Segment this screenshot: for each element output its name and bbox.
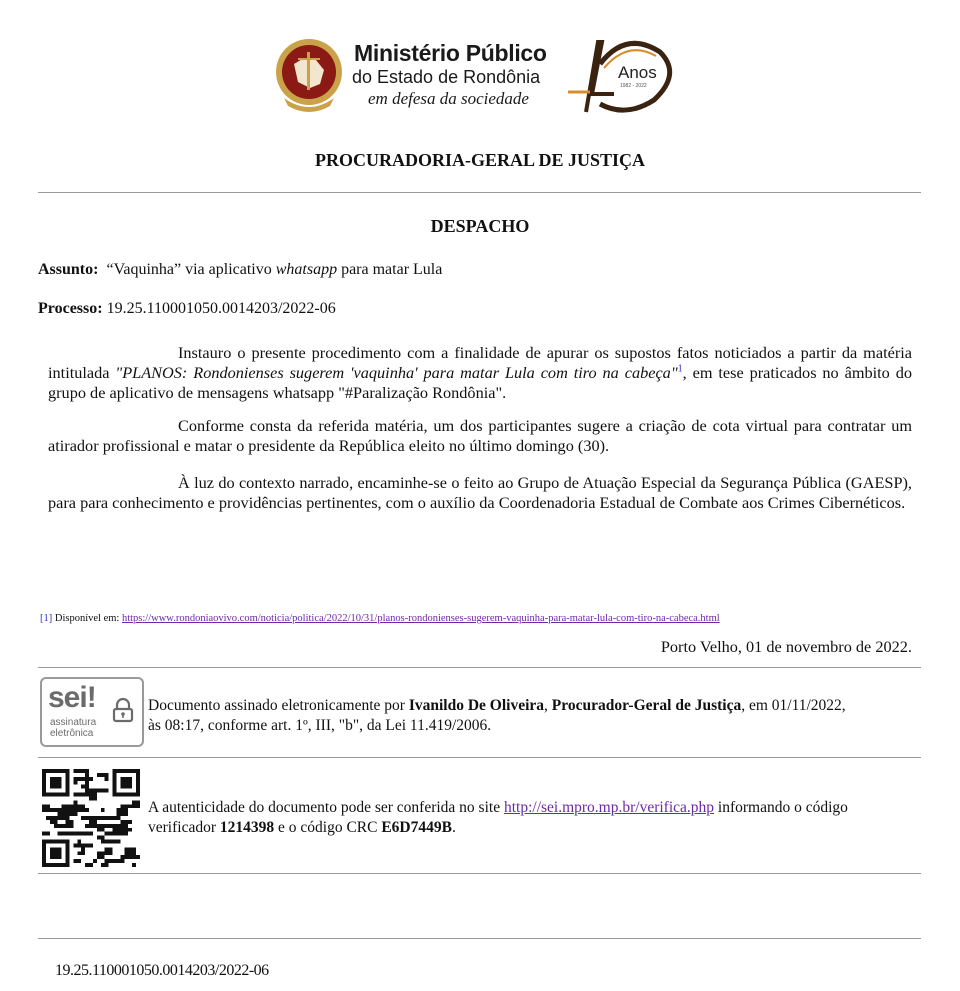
qr-module <box>116 824 120 828</box>
qr-module <box>120 820 124 824</box>
badge-line-1: assinatura <box>50 717 97 728</box>
qr-module <box>89 816 93 820</box>
qr-module <box>113 840 117 844</box>
qr-module <box>73 808 77 812</box>
subject-label: Assunto: <box>38 261 99 278</box>
qr-module <box>132 847 136 851</box>
footnote-ref[interactable]: 1 <box>677 363 683 375</box>
qr-module <box>73 781 77 785</box>
footnote-marker[interactable]: [1] <box>40 613 53 624</box>
qr-module <box>81 851 85 855</box>
qr-module <box>58 824 62 828</box>
qr-module <box>42 808 46 812</box>
qr-module <box>62 812 66 816</box>
qr-module <box>116 832 120 836</box>
verification-link[interactable]: http://sei.mpro.mp.br/verifica.php <box>503 799 715 816</box>
qr-module <box>89 777 93 781</box>
qr-module <box>42 832 46 836</box>
qr-module <box>101 816 105 820</box>
divider <box>38 873 921 874</box>
qr-module <box>116 812 120 816</box>
sei-logo-text: sei! <box>48 681 96 714</box>
qr-module <box>69 832 73 836</box>
signature-pre: Documento assinado eletronicamente por <box>148 697 409 714</box>
qr-module <box>69 804 73 808</box>
qr-module <box>128 847 132 851</box>
qr-module <box>109 824 113 828</box>
p1-article-title: "PLANOS: Rondonienses sugerem 'vaquinha' para matar Lula com tiro na cabeça" <box>115 363 678 382</box>
qr-module <box>81 785 85 789</box>
qr-module <box>50 777 62 789</box>
process-number: 19.25.110001050.0014203/2022-06 <box>106 300 336 317</box>
qr-module <box>77 793 81 797</box>
footnote-link[interactable]: https://www.rondoniaovivo.com/noticia/politica/2022/10/31/planos-rondonienses-sugerem-vaquinha-para-matar-lula-com-tiro-na-cabeca.html <box>121 613 720 624</box>
qr-module <box>120 777 132 789</box>
qr-module <box>136 804 140 808</box>
svg-text:1982 - 2022: 1982 - 2022 <box>620 83 647 89</box>
qr-module <box>93 789 97 793</box>
qr-module <box>46 808 50 812</box>
qr-module <box>124 851 128 855</box>
qr-module <box>73 800 77 804</box>
qr-module <box>132 855 136 859</box>
qr-module <box>101 855 105 859</box>
org-subtitle: do Estado de Rondônia <box>352 67 541 87</box>
qr-module <box>73 777 77 781</box>
signer-name: Ivanildo De Oliveira <box>408 697 545 714</box>
qr-module <box>73 769 77 773</box>
qr-module <box>105 840 109 844</box>
qr-module <box>89 793 93 797</box>
qr-module <box>85 843 89 847</box>
qr-module <box>85 781 89 785</box>
qr-module <box>89 863 93 867</box>
qr-module <box>46 832 50 836</box>
org-title: Ministério Público <box>354 40 547 66</box>
qr-module <box>101 824 105 828</box>
qr-module <box>105 789 109 793</box>
qr-module <box>124 855 128 859</box>
qr-module <box>109 851 113 855</box>
qr-module <box>113 816 117 820</box>
qr-module <box>66 804 70 808</box>
qr-module <box>77 843 81 847</box>
sei-badge-caption <box>50 717 96 739</box>
qr-module <box>89 820 93 824</box>
qr-module <box>77 859 81 863</box>
qr-module <box>85 832 89 836</box>
signature-text <box>148 696 848 736</box>
anniversary-40-icon <box>556 34 682 116</box>
qr-module <box>132 851 136 855</box>
qr-module <box>97 855 101 859</box>
footer-process-number: 19.25.110001050.0014203/2022-06 <box>55 962 269 979</box>
qr-module <box>120 812 124 816</box>
qr-module <box>77 832 81 836</box>
qr-module <box>136 855 140 859</box>
qr-module <box>89 824 93 828</box>
qr-module <box>85 824 89 828</box>
qr-module <box>113 828 117 832</box>
letterhead <box>272 34 682 116</box>
qr-module <box>66 820 70 824</box>
qr-module <box>81 832 85 836</box>
qr-module <box>120 855 124 859</box>
qr-module <box>120 808 124 812</box>
qr-module <box>77 769 81 773</box>
qr-module <box>85 863 89 867</box>
qr-module <box>73 859 77 863</box>
qr-module <box>66 816 70 820</box>
qr-module <box>97 836 101 840</box>
subject-text-post: para matar Lula <box>337 261 443 278</box>
process-line <box>38 300 336 318</box>
qr-module <box>62 832 66 836</box>
qr-module <box>116 840 120 844</box>
qr-module <box>93 796 97 800</box>
qr-module <box>58 816 62 820</box>
subject-text-pre: “Vaquinha” via aplicativo <box>106 261 276 278</box>
qr-module <box>85 816 89 820</box>
qr-module <box>97 828 101 832</box>
qr-module <box>132 804 136 808</box>
qr-module <box>54 816 58 820</box>
qr-module <box>66 832 70 836</box>
p3-text: À luz do contexto narrado, encaminhe-se o feito ao Grupo de Atuação Especial da Segurança Pública (GAESP), para para conhecimento e providências pertinentes, com o auxílio da Coordenadoria Estadual de Combate aos Crimes Cibernéticos. <box>48 473 912 512</box>
qr-module <box>50 847 62 859</box>
qr-code-icon[interactable] <box>41 769 141 867</box>
qr-module <box>50 808 54 812</box>
qr-module <box>101 851 105 855</box>
qr-module <box>73 793 77 797</box>
qr-module <box>62 804 66 808</box>
qr-module <box>124 820 128 824</box>
divider <box>38 757 921 758</box>
qr-module <box>97 773 101 777</box>
footnote-label: Disponível em: <box>52 613 122 624</box>
qr-module <box>97 789 101 793</box>
qr-module <box>101 808 105 812</box>
qr-module <box>132 863 136 867</box>
verify-end: . <box>451 819 456 836</box>
qr-module <box>58 812 62 816</box>
qr-module <box>85 777 89 781</box>
qr-module <box>109 816 113 820</box>
qr-module <box>77 777 81 781</box>
qr-module <box>58 808 62 812</box>
qr-module <box>69 820 73 824</box>
org-motto: em defesa da sociedade <box>368 89 529 108</box>
qr-module <box>81 793 85 797</box>
qr-module <box>89 796 93 800</box>
qr-module <box>66 824 70 828</box>
qr-module <box>109 840 113 844</box>
qr-module <box>42 804 46 808</box>
crc-code: E6D7449B <box>381 819 452 836</box>
qr-module <box>54 824 58 828</box>
p1-text: Instauro o presente procedimento com a finalidade de apurar os supostos fatos noticiados a partir da matéria intitulada <box>48 343 912 382</box>
qr-module <box>105 832 109 836</box>
qr-module <box>105 777 109 781</box>
qr-module <box>109 859 113 863</box>
footnote <box>40 613 720 624</box>
qr-module <box>113 859 117 863</box>
qr-module <box>81 843 85 847</box>
qr-module <box>120 859 124 863</box>
qr-module <box>101 840 105 844</box>
qr-module <box>81 816 85 820</box>
qr-module <box>105 816 109 820</box>
qr-module <box>105 851 109 855</box>
qr-module <box>128 828 132 832</box>
qr-module <box>124 824 128 828</box>
qr-module <box>85 773 89 777</box>
qr-module <box>101 773 105 777</box>
qr-module <box>66 808 70 812</box>
qr-module <box>128 820 132 824</box>
qr-module <box>46 816 50 820</box>
qr-module <box>73 812 77 816</box>
qr-module <box>69 824 73 828</box>
qr-module <box>85 789 89 793</box>
qr-module <box>81 804 85 808</box>
body-paragraph-3 <box>48 473 912 513</box>
svg-text:Anos: Anos <box>618 63 657 82</box>
verification-text <box>148 798 888 838</box>
qr-module <box>54 808 58 812</box>
qr-module <box>85 769 89 773</box>
qr-module <box>128 851 132 855</box>
qr-module <box>93 793 97 797</box>
qr-module <box>136 800 140 804</box>
qr-module <box>120 824 124 828</box>
qr-module <box>46 804 50 808</box>
divider <box>38 938 921 939</box>
qr-module <box>93 816 97 820</box>
qr-module <box>116 816 120 820</box>
qr-module <box>97 824 101 828</box>
verify-pre: A autenticidade do documento pode ser conferida no site <box>148 799 504 816</box>
qr-module <box>69 812 73 816</box>
document-type-heading: DESPACHO <box>430 216 530 236</box>
qr-module <box>132 800 136 804</box>
divider <box>38 192 921 193</box>
qr-module <box>124 808 128 812</box>
qr-module <box>124 804 128 808</box>
qr-module <box>62 824 66 828</box>
qr-module <box>62 808 66 812</box>
qr-module <box>93 824 97 828</box>
qr-module <box>50 816 54 820</box>
qr-module <box>69 808 73 812</box>
body-paragraph-1 <box>48 343 912 403</box>
qr-module <box>89 832 93 836</box>
qr-module <box>128 804 132 808</box>
qr-module <box>77 808 81 812</box>
qr-module <box>105 847 109 851</box>
qr-module <box>101 828 105 832</box>
qr-module <box>77 851 81 855</box>
qr-module <box>124 828 128 832</box>
qr-module <box>128 855 132 859</box>
qr-module <box>85 785 89 789</box>
qr-module <box>124 832 128 836</box>
qr-module <box>105 859 109 863</box>
qr-module <box>97 816 101 820</box>
qr-module <box>124 812 128 816</box>
qr-module <box>105 773 109 777</box>
mp-seal-icon <box>274 36 344 114</box>
qr-module <box>101 789 105 793</box>
qr-module <box>77 840 81 844</box>
sei-signature-badge <box>40 677 144 747</box>
verification-code: 1214398 <box>219 819 275 836</box>
qr-module <box>58 832 62 836</box>
place-date: Porto Velho, 01 de novembro de 2022. <box>660 637 912 656</box>
p2-text: Conforme consta da referida matéria, um dos participantes sugere a criação de cota virtual para contratar um atirador profissional e matar o presidente da República eleito no último domingo (30). <box>48 416 912 455</box>
qr-module <box>62 816 66 820</box>
subject-line <box>38 261 442 279</box>
qr-module <box>85 808 89 812</box>
qr-module <box>85 793 89 797</box>
qr-module <box>81 808 85 812</box>
qr-module <box>120 828 124 832</box>
subject-text-italic: whatsapp <box>275 261 338 278</box>
qr-module <box>73 832 77 836</box>
qr-module <box>93 820 97 824</box>
qr-module <box>77 804 81 808</box>
verify-mid2: e o código CRC <box>274 819 382 836</box>
qr-module <box>81 769 85 773</box>
qr-module <box>116 859 120 863</box>
qr-module <box>54 820 58 824</box>
qr-module <box>73 843 77 847</box>
qr-module <box>113 824 117 828</box>
p1-text-post: , em tese praticados no âmbito do grupo de aplicativo de mensagens whatsapp "#Paralização Rondônia". <box>48 363 912 402</box>
body-paragraph-2 <box>48 416 912 456</box>
process-label: Processo: <box>38 300 103 317</box>
qr-module <box>101 863 105 867</box>
badge-line-2: eletrônica <box>50 728 94 739</box>
qr-module <box>50 820 54 824</box>
qr-module <box>120 832 124 836</box>
qr-module <box>66 812 70 816</box>
qr-module <box>105 863 109 867</box>
qr-module <box>93 859 97 863</box>
qr-module <box>89 789 93 793</box>
signer-role: Procurador-Geral de Justiça <box>551 697 742 714</box>
qr-module <box>81 777 85 781</box>
qr-module <box>81 847 85 851</box>
qr-module <box>116 808 120 812</box>
qr-module <box>105 824 109 828</box>
qr-module <box>113 832 117 836</box>
qr-module <box>89 843 93 847</box>
divider <box>38 667 921 668</box>
lock-icon <box>112 697 134 723</box>
qr-module <box>124 847 128 851</box>
signature-post: , em 01/11/2022, às 08:17, conforme art. 1º, III, "b", da Lei 11.419/2006. <box>148 697 846 734</box>
qr-module <box>101 836 105 840</box>
verify-mid: informando o código verificador <box>148 799 848 836</box>
signature-sep: , <box>544 697 552 714</box>
qr-module <box>109 847 113 851</box>
qr-module <box>73 804 77 808</box>
qr-module <box>116 828 120 832</box>
qr-module <box>120 804 124 808</box>
org-heading: PROCURADORIA-GERAL DE JUSTIÇA <box>314 150 646 170</box>
qr-module <box>97 851 101 855</box>
qr-module <box>109 832 113 836</box>
